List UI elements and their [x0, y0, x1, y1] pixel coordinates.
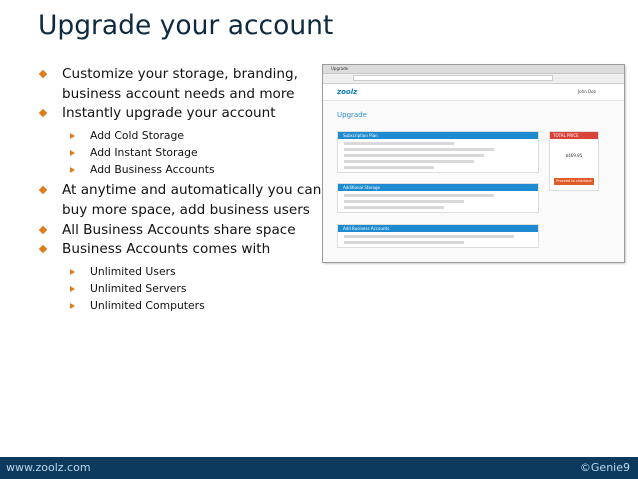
- price-value: $469.95: [565, 153, 583, 158]
- subscription-panel: [337, 131, 539, 173]
- panel-header: Add Business Accounts: [338, 225, 538, 232]
- arrow-bullet-icon: [70, 167, 75, 173]
- sub-bullet-text: Unlimited Users: [90, 264, 176, 278]
- bullet-item: [38, 181, 323, 220]
- bullet-item: [38, 240, 323, 260]
- user-name: John Doe: [578, 89, 596, 94]
- panel-header: Subscription Plan: [338, 132, 538, 139]
- diamond-bullet-icon: [39, 245, 47, 253]
- diamond-bullet-icon: [39, 225, 47, 233]
- arrow-bullet-icon: [70, 303, 75, 309]
- sub-bullet-item: [38, 161, 323, 178]
- bullet-text: Instantly upgrade your account: [62, 105, 276, 122]
- arrow-bullet-icon: [70, 150, 75, 156]
- sub-bullet-text: Unlimited Computers: [90, 299, 205, 313]
- browser-tab: Upgrade: [331, 66, 349, 71]
- arrow-bullet-icon: [70, 269, 75, 275]
- url-field: [353, 75, 553, 81]
- footer-website-link[interactable]: www.zoolz.com: [6, 461, 91, 474]
- sub-bullet-item: [38, 144, 323, 161]
- bullet-item: [38, 104, 323, 124]
- app-header: [323, 84, 624, 101]
- checkout-button: Proceed to checkout: [554, 178, 594, 185]
- bullet-list: [38, 65, 323, 314]
- browser-tab-bar: [323, 65, 624, 74]
- sub-bullet-text: Unlimited Servers: [90, 281, 187, 295]
- arrow-bullet-icon: [70, 286, 75, 292]
- bullet-text: Business Accounts comes with: [62, 241, 271, 258]
- diamond-bullet-icon: [39, 70, 47, 78]
- sub-bullet-item: [38, 127, 323, 144]
- bullet-item: [38, 221, 323, 241]
- bullet-item: [38, 65, 323, 104]
- diamond-bullet-icon: [39, 109, 47, 117]
- slide-title: Upgrade your account: [38, 10, 334, 41]
- bullet-text: All Business Accounts share space: [62, 221, 296, 238]
- upgrade-page-screenshot: [322, 64, 625, 263]
- diamond-bullet-icon: [39, 186, 47, 194]
- sub-bullet-item: [38, 297, 323, 314]
- zoolz-logo: zoolz: [337, 88, 358, 96]
- bullet-text: Customize your storage, branding, business account needs and more: [62, 66, 298, 102]
- bullet-text: At anytime and automatically you can buy more space, add business users: [62, 182, 322, 218]
- sub-bullet-text: Add Cold Storage: [90, 128, 185, 142]
- sub-bullet-item: [38, 263, 323, 280]
- browser-address-bar: [323, 74, 624, 84]
- total-price-box: [549, 131, 599, 191]
- storage-panel: [337, 183, 539, 213]
- panel-header: Additional Storage: [338, 184, 538, 191]
- sub-bullet-item: [38, 280, 323, 297]
- business-accounts-panel: [337, 224, 539, 248]
- arrow-bullet-icon: [70, 133, 75, 139]
- sub-bullet-text: Add Instant Storage: [90, 145, 198, 159]
- footer-copyright: ©Genie9: [579, 461, 630, 474]
- upgrade-heading: Upgrade: [337, 111, 367, 119]
- sub-bullet-text: Add Business Accounts: [90, 163, 215, 177]
- price-header: TOTAL PRICE: [550, 132, 598, 139]
- footer-bar: [0, 457, 638, 479]
